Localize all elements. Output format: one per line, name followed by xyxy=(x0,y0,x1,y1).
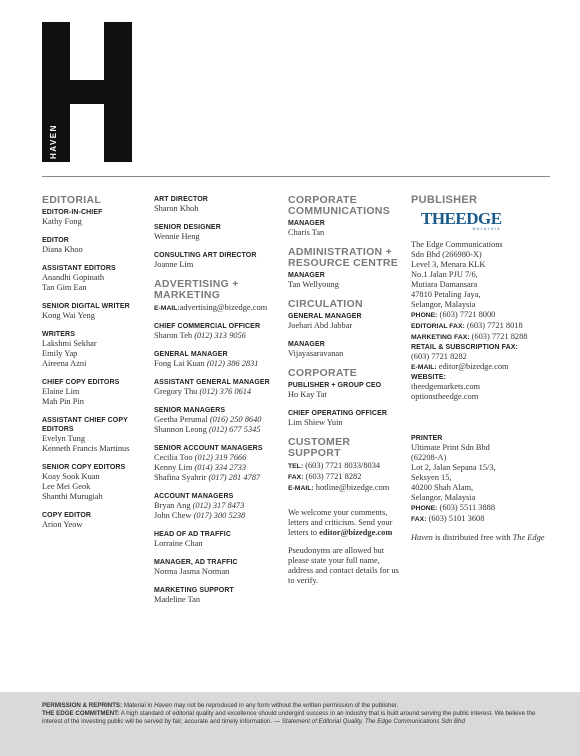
section-heading: CIRCULATION xyxy=(288,298,363,310)
support-tel: TEL: (603) 7721 8033/8034 xyxy=(288,461,381,470)
role-label: SENIOR DESIGNER xyxy=(154,224,221,231)
staff-name: Vijayasaravanan xyxy=(288,349,344,358)
staff-name: Shafina Syahrir xyxy=(154,473,207,482)
role-label: SENIOR COPY EDITORS xyxy=(42,464,126,471)
address-line: Ultimate Print Sdn Bhd xyxy=(411,443,490,452)
publisher-phone: PHONE: (603) 7721 8000 xyxy=(411,310,496,319)
editorial-fax: EDITORIAL FAX: (603) 7721 8018 xyxy=(411,321,523,330)
staff-name: Bryan Ang xyxy=(154,501,191,510)
staff-name: Kenneth Francis Martinus xyxy=(42,444,130,453)
staff-entry xyxy=(288,340,400,359)
staff-contact xyxy=(154,511,280,521)
footer-notice xyxy=(0,692,580,756)
staff-name: Kathy Fong xyxy=(42,217,82,226)
section-heading: CORPORATE COMMUNICATIONS xyxy=(288,194,390,217)
staff-name: Norma Jasma Norman xyxy=(154,567,230,576)
role-label: PUBLISHER + GROUP CEO xyxy=(288,382,382,389)
address-line: No.1 Jalan PJU 7/6, xyxy=(411,270,478,279)
address-line: 47810 Petaling Jaya, xyxy=(411,290,481,299)
role-label: ASSISTANT EDITORS xyxy=(42,265,116,272)
staff-name: Wennie Heng xyxy=(154,232,200,241)
support-email-link[interactable]: hotline@bizedge.com xyxy=(315,483,390,492)
section-heading: CORPORATE xyxy=(288,367,358,379)
staff-entry xyxy=(154,558,280,577)
commitment-notice: THE EDGE COMMITMENT: A high standard of editorial quality and excellence should undergird success in an industry that is built around serving the public interest. We believe the interest of the investing public will be served by fair, accurate and timely information. — Statement of Editorial Quality, The Edge Communications Sdn Bhd xyxy=(42,710,536,726)
staff-entry xyxy=(42,264,142,293)
staff-entry xyxy=(288,219,400,238)
printer-phone: PHONE: (603) 5511 3888 xyxy=(411,503,496,512)
staff-phone: (012) 677 5345 xyxy=(208,425,261,434)
role-label: CHIEF OPERATING OFFICER xyxy=(288,410,388,417)
column-corporate xyxy=(288,195,400,586)
address-line: Level 3, Menara KLK xyxy=(411,260,486,269)
staff-name: Diana Khoo xyxy=(42,245,83,254)
logo-letter-crossbar xyxy=(70,80,104,104)
staff-entry xyxy=(154,444,280,483)
logo-letter-right-stem xyxy=(104,22,132,162)
staff-phone: (012) 319 7666 xyxy=(194,453,247,462)
role-label: SENIOR MANAGERS xyxy=(154,407,226,414)
staff-entry xyxy=(288,381,400,400)
staff-entry xyxy=(288,271,400,290)
staff-entry xyxy=(154,492,280,521)
role-label: SENIOR ACCOUNT MANAGERS xyxy=(154,445,263,452)
staff-entry xyxy=(154,350,280,369)
address-line: The Edge Communications xyxy=(411,240,503,249)
staff-name: Aireena Azni xyxy=(42,359,87,368)
column-art-advertising xyxy=(154,195,280,614)
logo-label: HAVEN xyxy=(49,124,58,159)
role-label: GENERAL MANAGER xyxy=(288,313,362,320)
staff-entry xyxy=(42,463,142,502)
staff-entry xyxy=(42,416,142,454)
staff-name: Sharon Teh xyxy=(154,331,193,340)
staff-phone: (017) 281 4787 xyxy=(208,473,261,482)
staff-entry xyxy=(42,208,142,227)
address-line: Lot 2, Jalan Sepana 15/3, xyxy=(411,463,496,472)
letters-email-link[interactable]: editor@bizedge.com xyxy=(319,528,393,537)
staff-name: Sharon Khoh xyxy=(154,204,199,213)
staff-name: Lorraine Chan xyxy=(154,539,203,548)
printer-label: PRINTER xyxy=(411,435,443,442)
staff-entry xyxy=(42,330,142,369)
staff-entry xyxy=(42,511,142,530)
staff-name: Lakshmi Sekhar xyxy=(42,339,97,348)
staff-contact xyxy=(154,387,280,397)
staff-phone: (017) 300 5238 xyxy=(193,511,246,520)
staff-contact xyxy=(154,463,280,473)
staff-name: Fong Lai Kuan xyxy=(154,359,205,368)
website-link[interactable]: optionstheedge.com xyxy=(411,392,479,401)
subscription-fax-label: RETAIL & SUBSCRIPTION FAX: xyxy=(411,344,518,351)
staff-entry xyxy=(154,406,280,435)
role-label: SENIOR DIGITAL WRITER xyxy=(42,303,130,310)
role-label: MANAGER xyxy=(288,272,325,279)
column-editorial xyxy=(42,195,142,539)
pseudonyms-note: Pseudonyms are allowed but please state your full name, address and contact details for us to verify. xyxy=(288,546,399,585)
column-publisher xyxy=(411,195,549,543)
staff-name: Lee Mei Geok xyxy=(42,482,91,491)
staff-phone: (016) 250 8640 xyxy=(209,415,262,424)
staff-entry xyxy=(154,322,280,341)
staff-entry xyxy=(154,223,280,242)
role-label: CONSULTING ART DIRECTOR xyxy=(154,252,257,259)
staff-contact xyxy=(154,473,280,483)
staff-name: Arion Yeow xyxy=(42,520,83,529)
the-edge-logo-subtext: MALAYSIA xyxy=(472,227,501,231)
role-label: ASSISTANT GENERAL MANAGER xyxy=(154,379,270,386)
staff-entry xyxy=(42,378,142,407)
staff-name: Geetha Perumal xyxy=(154,415,208,424)
address-line: 40200 Shah Alam, xyxy=(411,483,474,492)
section-heading: PUBLISHER xyxy=(411,194,478,206)
section-heading: CUSTOMER SUPPORT xyxy=(288,436,351,459)
staff-contact xyxy=(154,415,280,425)
staff-name: Joehari Abd Jabbar xyxy=(288,321,353,330)
role-label: ACCOUNT MANAGERS xyxy=(154,493,234,500)
role-label: EDITOR xyxy=(42,237,69,244)
staff-contact xyxy=(154,359,280,369)
staff-entry xyxy=(154,378,280,397)
the-edge-logo xyxy=(421,210,503,234)
publisher-email: E-MAIL: editor@bizedge.com xyxy=(411,362,509,371)
printer-fax: FAX: (603) 5101 3608 xyxy=(411,514,485,523)
address-line: Selangor, Malaysia xyxy=(411,493,476,502)
staff-entry xyxy=(42,302,142,321)
staff-phone: (012) 317 8473 xyxy=(192,501,245,510)
role-label: HEAD OF AD TRAFFIC xyxy=(154,531,231,538)
staff-entry xyxy=(42,236,142,255)
role-label: CHIEF COPY EDITORS xyxy=(42,379,120,386)
role-label: MANAGER xyxy=(288,220,325,227)
address-line: Seksyen 15, xyxy=(411,473,452,482)
permission-notice: PERMISSION & REPRINTS: Material in Haven may not be reproduced in any form without the written permission of the publisher. xyxy=(42,702,399,709)
role-label: WRITERS xyxy=(42,331,75,338)
staff-contact xyxy=(154,501,280,511)
the-edge-logo-text: THEEDGE xyxy=(421,209,502,228)
staff-contact xyxy=(154,425,280,435)
role-label: COPY EDITOR xyxy=(42,512,92,519)
marketing-fax: MARKETING FAX: (603) 7721 8288 xyxy=(411,332,528,341)
staff-name: Cecilia Too xyxy=(154,453,193,462)
role-label: MANAGER xyxy=(288,341,325,348)
staff-name: Tan Wellyoung xyxy=(288,280,339,289)
printer-address xyxy=(411,443,549,503)
staff-name: Evelyn Tung xyxy=(42,434,86,443)
role-label: EDITOR-IN-CHIEF xyxy=(42,209,103,216)
support-email: E-MAIL: hotline@bizedge.com xyxy=(288,483,390,492)
staff-name: John Chew xyxy=(154,511,192,520)
staff-entry xyxy=(154,530,280,549)
advertising-email: E-MAIL:advertising@bizedge.com xyxy=(154,303,268,312)
address-line: Selangor, Malaysia xyxy=(411,300,476,309)
publisher-address xyxy=(411,240,549,310)
section-block xyxy=(288,247,400,290)
staff-entry xyxy=(288,312,400,331)
section-heading: ADMINISTRATION + RESOURCE CENTRE xyxy=(288,246,399,269)
address-line: Mutiara Damansara xyxy=(411,280,478,289)
staff-name: Madeline Tan xyxy=(154,595,201,604)
role-label: MARKETING SUPPORT xyxy=(154,587,234,594)
top-rule xyxy=(42,176,550,177)
staff-name: Charis Tan xyxy=(288,228,325,237)
support-fax: FAX: (603) 7721 8282 xyxy=(288,472,362,481)
staff-phone: (012) 376 0614 xyxy=(199,387,252,396)
staff-name: Joanne Lim xyxy=(154,260,194,269)
staff-phone: (014) 334 2733 xyxy=(194,463,247,472)
staff-name: Lim Shiew Yuin xyxy=(288,418,343,427)
staff-phone: (012) 313 9056 xyxy=(194,331,246,340)
advertising-email-link[interactable]: advertising@bizedge.com xyxy=(179,303,268,312)
distribution-note: Haven is distributed free with The Edge xyxy=(411,533,545,542)
staff-name: Mah Pin Pin xyxy=(42,397,84,406)
publisher-email-link[interactable]: editor@bizedge.com xyxy=(438,362,509,371)
section-heading: EDITORIAL xyxy=(42,194,102,206)
staff-entry xyxy=(154,586,280,605)
address-line: Sdn Bhd (266980-X) xyxy=(411,250,482,259)
staff-name: Kenny Lim xyxy=(154,463,193,472)
website-label: WEBSITE: xyxy=(411,374,447,381)
staff-contact xyxy=(154,453,280,463)
staff-name: Tan Gim Ean xyxy=(42,283,87,292)
haven-logo xyxy=(42,22,132,162)
role-label: MANAGER, AD TRAFFIC xyxy=(154,559,238,566)
staff-name: Shannon Leong xyxy=(154,425,207,434)
letters-note: We welcome your comments, letters and criticism. Send your letters to editor@bizedge.com xyxy=(288,508,393,537)
role-label: ART DIRECTOR xyxy=(154,196,208,203)
staff-name: Shanthi Murugiah xyxy=(42,492,103,501)
staff-entry xyxy=(288,409,400,428)
section-heading: ADVERTISING + MARKETING xyxy=(154,278,239,301)
staff-entry xyxy=(154,251,280,270)
role-label: ASSISTANT CHIEF COPY EDITORS xyxy=(42,417,128,433)
role-label: CHIEF COMMERCIAL OFFICER xyxy=(154,323,261,330)
staff-contact xyxy=(154,331,280,341)
address-line: (62208-A) xyxy=(411,453,447,462)
staff-name: Elaine Lim xyxy=(42,387,80,396)
staff-phone: (012) 386 2831 xyxy=(206,359,259,368)
section-block xyxy=(288,299,400,359)
website-link[interactable]: theedgemarkets.com xyxy=(411,382,481,391)
staff-name: Ho Kay Tat xyxy=(288,390,327,399)
staff-name: Koay Sook Kuan xyxy=(42,472,100,481)
section-block xyxy=(288,368,400,428)
staff-entry xyxy=(154,195,280,214)
subscription-fax: (603) 7721 8282 xyxy=(411,352,467,361)
staff-name: Anandhi Gopinath xyxy=(42,273,105,282)
staff-name: Kong Wai Yeng xyxy=(42,311,95,320)
staff-name: Emily Yap xyxy=(42,349,78,358)
section-block xyxy=(288,195,400,238)
staff-name: Gregory Thu xyxy=(154,387,198,396)
role-label: GENERAL MANAGER xyxy=(154,351,228,358)
